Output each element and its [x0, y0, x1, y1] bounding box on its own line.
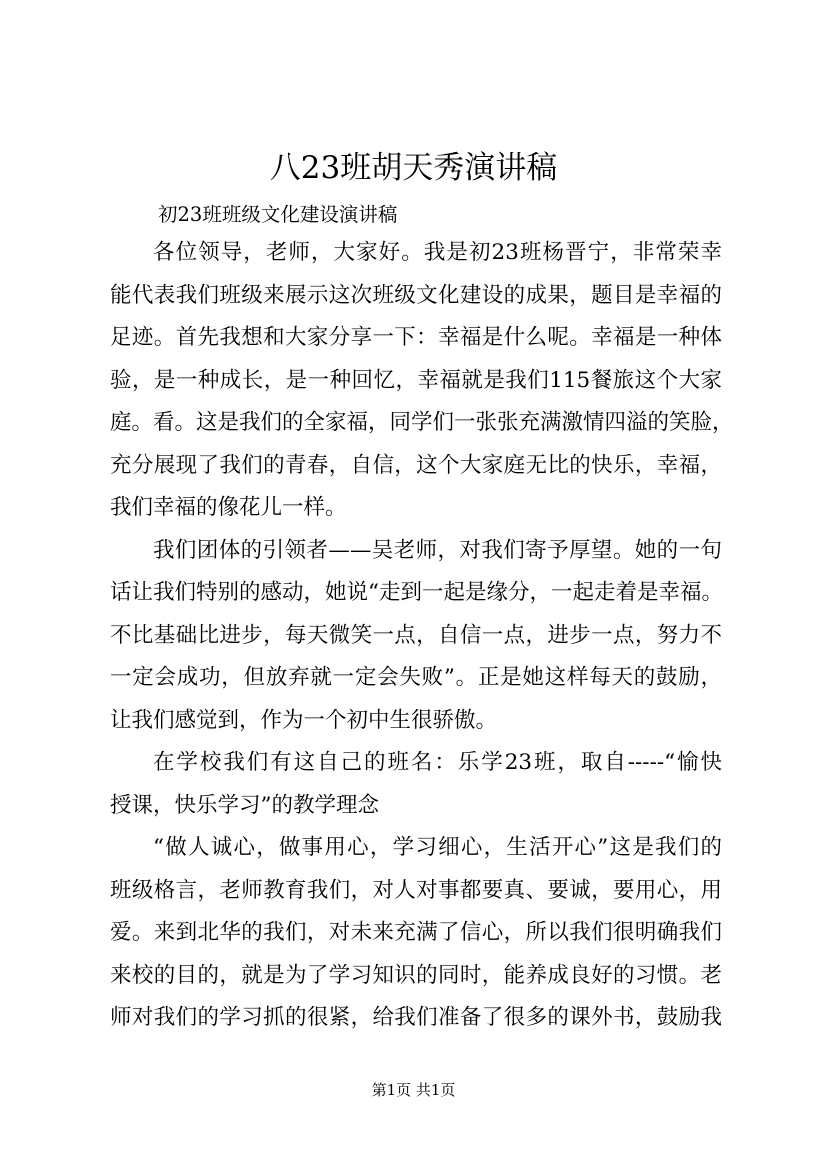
text-line: 足迹。首先我想和大家分享一下：幸福是什么呢。幸福是一种体: [110, 325, 722, 350]
text-line: 我们幸福的像花儿一样。: [110, 495, 347, 520]
text-line: 来校的目的，就是为了学习知识的同时，能养成良好的习惯。老: [110, 962, 722, 988]
text-line: 让我们感觉到，作为一个初中生很骄傲。: [110, 707, 498, 733]
paragraph-2: [110, 530, 722, 743]
text-line: 各位领导，老师，大家好。我是初23班杨晋宁，非常荣幸: [153, 240, 722, 265]
document-title: 八23班胡天秀演讲稿: [269, 150, 558, 186]
text-line: 不比基础比进步，每天微笑一点，自信一点，进步一点，努力不: [110, 622, 722, 648]
document-body: [110, 198, 734, 1040]
paragraph-3: [110, 742, 722, 827]
text-line: 话让我们特别的感动，她说“走到一起是缘分，一起走着是幸福。: [110, 580, 723, 605]
text-line: 在学校我们有这自己的班名：乐学23班，取自-----“愉快: [153, 750, 722, 775]
document-subtitle: 初23班班级文化建设演讲稿: [158, 203, 398, 226]
text-line: 能代表我们班级来展示这次班级文化建设的成果，题目是幸福的: [110, 282, 722, 308]
text-line: 一定会成功，但放弃就一定会失败”。正是她这样每天的鼓励，: [110, 665, 722, 690]
paragraph-4: [110, 827, 722, 1040]
text-line: 师对我们的学习抓的很紧，给我们准备了很多的课外书，鼓励我: [110, 1005, 722, 1030]
text-line: “做人诚心，做事用心，学习细心，生活开心”这是我们的: [153, 835, 722, 860]
text-line: 爱。来到北华的我们，对未来充满了信心，所以我们很明确我们: [110, 920, 722, 945]
page-footer: 第1页 共1页: [371, 1081, 456, 1099]
text-line: 庭。看。这是我们的全家福，同学们一张张充满激情四溢的笑脸，: [110, 410, 734, 435]
paragraph-1: [110, 232, 734, 530]
text-line: 我们团体的引领者——吴老师，对我们寄予厚望。她的一句: [153, 537, 722, 563]
text-line: 班级格言，老师教育我们，对人对事都要真、要诚，要用心，用: [110, 877, 722, 903]
text-line: 授课，快乐学习”的教学理念: [110, 792, 379, 818]
text-line: 充分展现了我们的青春，自信，这个大家庭无比的快乐，幸福，: [110, 452, 722, 478]
text-line: 验，是一种成长，是一种回忆，幸福就是我们115餐旅这个大家: [110, 367, 722, 393]
